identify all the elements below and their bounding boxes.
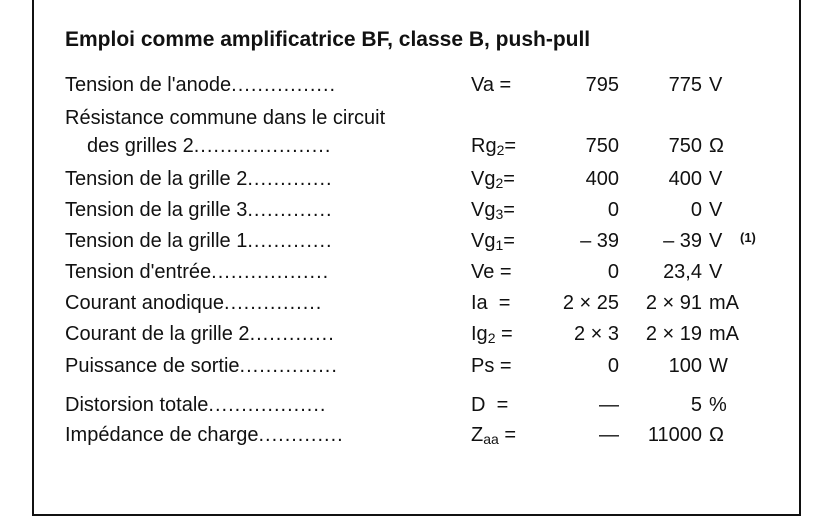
equals-sign: = (485, 394, 509, 416)
param-unit: V (709, 261, 723, 283)
table-row (0, 164, 838, 194)
equals-sign: = (498, 424, 517, 446)
value-col-1: 2 × 3 (573, 323, 619, 345)
param-symbol: Ve (471, 261, 495, 283)
value-col-2: 100 (668, 355, 702, 377)
param-label: Tension de la grille 3 (65, 199, 248, 221)
param-symbol: Ia (471, 292, 488, 314)
table-row (0, 131, 838, 161)
leader-dots: ............... (224, 292, 323, 314)
table-row (0, 103, 838, 133)
value-col-2: 11000 (647, 424, 702, 446)
table-row (0, 390, 838, 420)
equals-sign: = (487, 292, 511, 314)
leader-dots: .................. (211, 261, 330, 283)
param-unit: V (709, 74, 723, 96)
param-symbol: Ps (471, 355, 495, 377)
leader-dots: ............... (239, 355, 338, 377)
value-col-2: 23,4 (663, 261, 702, 283)
table-row (0, 420, 838, 450)
param-symbol: Z (471, 424, 484, 446)
param-symbol: Vg (471, 230, 496, 252)
symbol-subscript: 3 (495, 206, 504, 222)
param-unit: Ω (709, 135, 724, 157)
param-symbol: Rg (471, 135, 497, 157)
param-label: Distorsion totale (65, 394, 209, 416)
value-col-1: — (599, 394, 619, 416)
value-col-1: 400 (585, 168, 619, 190)
param-unit: % (709, 394, 727, 416)
param-label: Tension de la grille 2 (65, 168, 248, 190)
symbol-subscript: 2 (496, 142, 505, 158)
value-col-2: 2 × 19 (645, 323, 702, 345)
param-unit: mA (709, 292, 739, 314)
equals-sign: = (503, 230, 515, 252)
param-label: Courant anodique (65, 292, 225, 314)
param-label: Tension d'entrée (65, 261, 212, 283)
value-col-2: – 39 (663, 230, 702, 252)
table-row (0, 351, 838, 381)
equals-sign: = (503, 199, 515, 221)
param-label: des grilles 2 (87, 135, 194, 157)
param-label: Tension de la grille 1 (65, 230, 248, 252)
param-label: Puissance de sortie (65, 355, 240, 377)
table-row (0, 319, 838, 349)
table-row (0, 195, 838, 225)
param-unit: W (709, 355, 728, 377)
leader-dots: ............. (247, 230, 333, 252)
footnote-ref: (1) (740, 230, 756, 245)
param-unit: Ω (709, 424, 724, 446)
param-symbol: D (471, 394, 486, 416)
value-col-2: 2 × 91 (645, 292, 702, 314)
param-unit: mA (709, 323, 739, 345)
equals-sign: = (495, 323, 513, 345)
equals-sign: = (504, 135, 517, 157)
leader-dots: ............. (247, 199, 333, 221)
equals-sign: = (494, 261, 512, 283)
value-col-1: 0 (607, 355, 619, 377)
symbol-subscript: aa (483, 431, 499, 447)
symbol-subscript: 2 (487, 330, 496, 346)
table-row (0, 226, 838, 256)
value-col-2: 400 (668, 168, 702, 190)
leader-dots: ............. (249, 323, 335, 345)
value-col-1: — (599, 424, 619, 446)
value-col-1: 795 (585, 74, 619, 96)
param-symbol: Vg (471, 199, 496, 221)
leader-dots: ............. (258, 424, 344, 446)
param-label: Courant de la grille 2 (65, 323, 250, 345)
table-row (0, 257, 838, 287)
leader-dots: ..................... (193, 135, 332, 157)
value-col-2: 750 (668, 135, 702, 157)
param-unit: V (709, 230, 723, 252)
value-col-2: 5 (690, 394, 702, 416)
symbol-subscript: 2 (495, 175, 504, 191)
value-col-2: 775 (668, 74, 702, 96)
leader-dots: .................. (208, 394, 327, 416)
param-symbol: Ig (471, 323, 488, 345)
leader-dots: ................ (231, 74, 337, 96)
table-title: Emploi comme amplificatrice BF, classe B, push-pull (65, 28, 591, 51)
symbol-subscript: 1 (495, 237, 504, 253)
value-col-2: 0 (690, 199, 702, 221)
value-col-1: – 39 (580, 230, 619, 252)
param-symbol: Va (471, 74, 494, 96)
value-col-1: 2 × 25 (562, 292, 619, 314)
param-label: Impédance de charge (65, 424, 259, 446)
value-col-1: 750 (585, 135, 619, 157)
equals-sign: = (494, 355, 512, 377)
leader-dots: ............. (247, 168, 333, 190)
table-row (0, 288, 838, 318)
param-unit: V (709, 199, 723, 221)
param-label: Tension de l'anode (65, 74, 232, 96)
param-symbol: Vg (471, 168, 496, 190)
value-col-1: 0 (607, 199, 619, 221)
equals-sign: = (493, 74, 512, 96)
value-col-1: 0 (607, 261, 619, 283)
param-label: Résistance commune dans le circuit (65, 107, 386, 129)
param-unit: V (709, 168, 723, 190)
equals-sign: = (503, 168, 515, 190)
table-row (0, 70, 838, 100)
